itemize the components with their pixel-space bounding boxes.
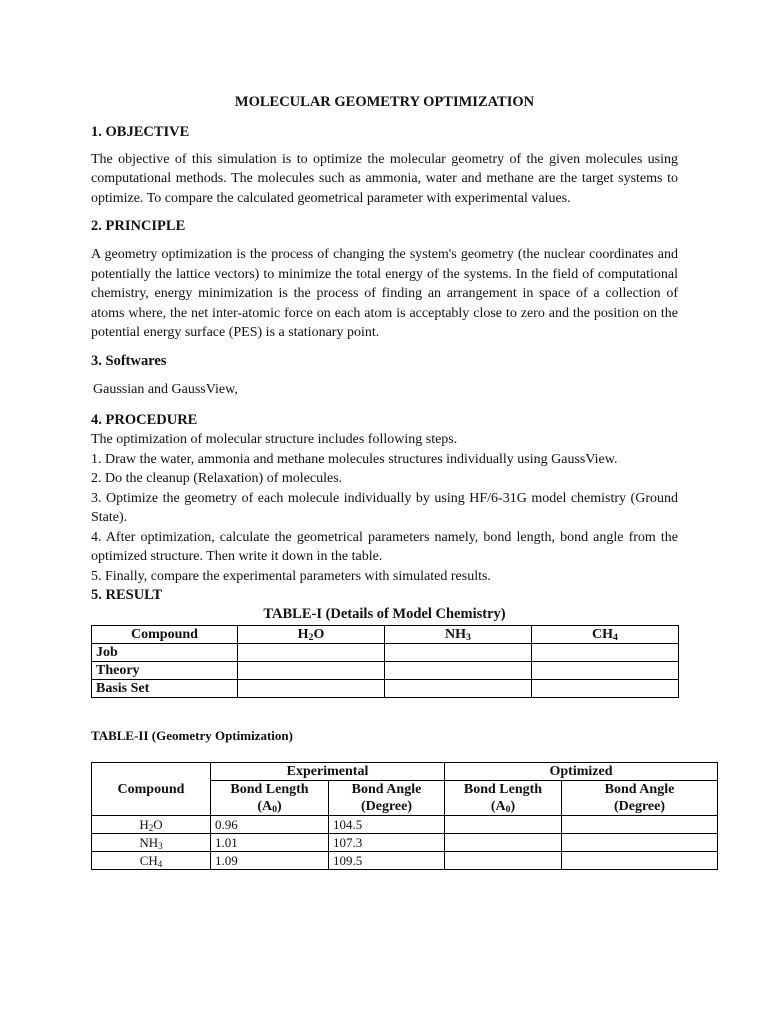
procedure-step: 4. After optimization, calculate the geometrical parameters namely, bond length, bond angle from the optimized structure. Then write it down in the table. bbox=[91, 529, 678, 564]
table2-header-exp-bond-angle: Bond Angle (Degree) bbox=[329, 781, 445, 816]
table1-header-h2o: $H_2O$ bbox=[238, 626, 385, 644]
table1-cell bbox=[385, 680, 532, 698]
table1-caption: TABLE-I (Details of Model Chemistry) bbox=[263, 606, 506, 622]
table-row bbox=[92, 852, 718, 870]
table1-cell bbox=[532, 680, 679, 698]
table1-cell bbox=[385, 644, 532, 662]
table2-header-compound: Compound bbox=[92, 763, 211, 816]
table1-cell bbox=[532, 662, 679, 680]
table1-header-ch4: $CH_4$ bbox=[532, 626, 679, 644]
table2-opt-bond-length bbox=[445, 834, 562, 852]
table-row bbox=[92, 644, 679, 662]
table1-header-nh3: $NH_3$ bbox=[385, 626, 532, 644]
table1 bbox=[91, 625, 679, 698]
table-row bbox=[92, 816, 718, 834]
procedure-step: 2. Do the cleanup (Relaxation) of molecules. bbox=[91, 471, 343, 486]
table1-cell bbox=[238, 644, 385, 662]
table2-compound-ch4: $CH_4$ bbox=[92, 852, 211, 870]
result-heading: 5. RESULT bbox=[91, 587, 163, 603]
principle-text: A geometry optimization is the process of changing the system's geometry (the nuclear coordinates and potentially the lattice vectors) to minimize the total energy of the systems. In the field of computational chemistry, energy minimization is the process of finding an arrangement in space of a collection of atoms where, the net inter-atomic force on each atom is acceptably close to zero and the position on the potential energy surface (PES) is a stationary point. bbox=[91, 247, 678, 340]
procedure-intro: The optimization of molecular structure includes following steps. bbox=[91, 432, 458, 447]
table2-opt-bond-angle bbox=[562, 816, 718, 834]
table2-header-exp-bond-length: Bond Length $(A_0)$ bbox=[211, 781, 329, 816]
table2-exp-bond-length: 1.01 bbox=[211, 834, 329, 852]
table2-group-row bbox=[92, 763, 718, 781]
table2-exp-bond-angle: 104.5 bbox=[329, 816, 445, 834]
table2-exp-bond-angle: 109.5 bbox=[329, 852, 445, 870]
table1-row-label: Theory bbox=[92, 662, 238, 680]
table2-header-opt-bond-angle: Bond Angle (Degree) bbox=[562, 781, 718, 816]
table1-row-label: Job bbox=[92, 644, 238, 662]
table2-header-experimental: Experimental bbox=[211, 763, 445, 781]
table1-cell bbox=[238, 662, 385, 680]
principle-heading: 2. PRINCIPLE bbox=[91, 218, 186, 234]
table2-opt-bond-angle bbox=[562, 852, 718, 870]
table2-caption: TABLE-II (Geometry Optimization) bbox=[91, 728, 293, 743]
table2-header-opt-bond-length: Bond Length $(A_0)$ bbox=[445, 781, 562, 816]
document-page bbox=[91, 93, 678, 870]
table2-exp-bond-length: 1.09 bbox=[211, 852, 329, 870]
table1-cell bbox=[385, 662, 532, 680]
table-row bbox=[92, 834, 718, 852]
objective-heading: 1. OBJECTIVE bbox=[91, 123, 190, 140]
table2 bbox=[91, 762, 718, 870]
table2-opt-bond-angle bbox=[562, 834, 718, 852]
table1-header-compound: Compound bbox=[92, 626, 238, 644]
softwares-heading: 3. Softwares bbox=[91, 352, 167, 369]
table2-compound-nh3: $NH_3$ bbox=[92, 834, 211, 852]
table2-exp-bond-length: 0.96 bbox=[211, 816, 329, 834]
table2-opt-bond-length bbox=[445, 852, 562, 870]
procedure-step: 3. Optimize the geometry of each molecule individually by using HF/6-31G model chemistry (Ground State). bbox=[91, 490, 678, 525]
document-title: MOLECULAR GEOMETRY OPTIMIZATION bbox=[234, 94, 535, 110]
table2-header-optimized: Optimized bbox=[445, 763, 718, 781]
table-row bbox=[92, 662, 679, 680]
table1-header-row bbox=[92, 626, 679, 644]
table2-exp-bond-angle: 107.3 bbox=[329, 834, 445, 852]
table-row bbox=[92, 680, 679, 698]
table1-row-label: Basis Set bbox=[92, 680, 238, 698]
table1-cell bbox=[532, 644, 679, 662]
table1-cell bbox=[238, 680, 385, 698]
procedure-step: 5. Finally, compare the experimental parameters with simulated results. bbox=[91, 568, 491, 584]
objective-text: The objective of this simulation is to optimize the molecular geometry of the given molecules using computational methods. The molecules such as ammonia, water and methane are the target systems to optimize. To compare the calculated geometrical parameter with experimental values. bbox=[91, 151, 678, 206]
table2-opt-bond-length bbox=[445, 816, 562, 834]
procedure-step: 1. Draw the water, ammonia and methane molecules structures individually using GaussView. bbox=[91, 451, 618, 467]
softwares-text: Gaussian and GaussView, bbox=[93, 381, 238, 397]
procedure-heading: 4. PROCEDURE bbox=[91, 412, 198, 428]
table2-compound-h2o: $H_2O$ bbox=[92, 816, 211, 834]
